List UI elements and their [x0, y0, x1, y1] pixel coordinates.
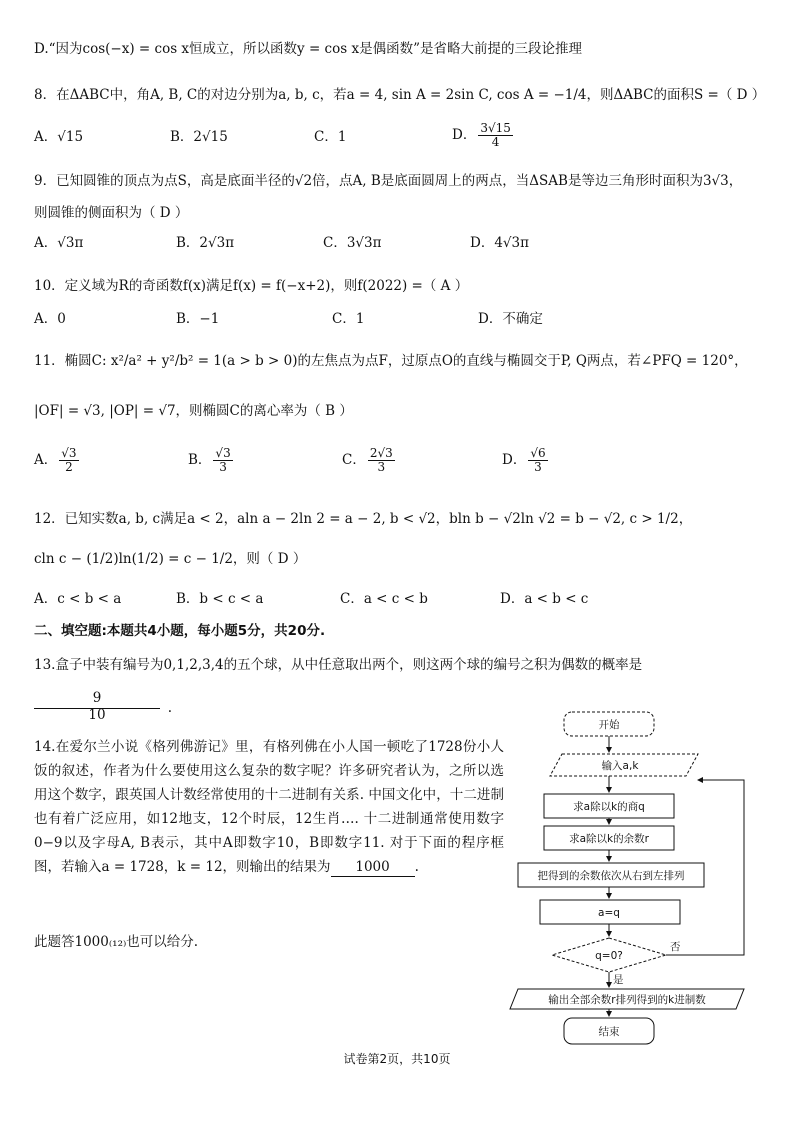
q12-stem: 12．已知实数a, b, c满足a < 2，aln a − 2ln 2 = a − 2, b < √2，bln b − √2ln √2 = b − √2, c > 1/2， [34, 511, 693, 527]
q12-option-c: C．a < c < b [340, 591, 428, 607]
q11-option-d-numerator: √6 [530, 446, 546, 460]
flowchart-quotient-label: 求a除以k的商q [573, 801, 645, 813]
q11-option-a-fraction [59, 447, 78, 474]
q14-grading-note: 此题答1000₍₁₂₎也可以给分. [34, 934, 199, 950]
q11-option-c-fraction [368, 447, 395, 474]
q12-option-d: D．a < b < c [500, 591, 589, 607]
flowchart-input-node [550, 754, 698, 776]
q13-answer-period: . [167, 700, 172, 716]
q10-option-c: C．1 [332, 311, 365, 327]
flowchart-assign-label: a=q [598, 907, 620, 919]
q8-option-d-fraction [478, 122, 513, 149]
flowchart-output-node [510, 989, 744, 1009]
q7-option-d: D.“因为cos(−x) = cos x恒成立，所以函数y = cos x是偶函数”是省略大前提的三段论推理 [34, 41, 582, 57]
flowchart-start-label: 开始 [598, 719, 620, 731]
q11-option-b-denominator: 3 [219, 460, 227, 474]
q11-option-a-denominator: 2 [65, 460, 73, 474]
q11-stem-cont: |OF| = √3, |OP| = √7，则椭圆C的离心率为（ B ） [34, 403, 353, 419]
q10-option-b: B．−1 [176, 311, 220, 327]
flowchart-end-label: 结束 [598, 1026, 620, 1038]
q9-stem-cont: 则圆锥的侧面积为（ D ） [34, 205, 189, 221]
q11-option-a-numerator: √3 [61, 446, 77, 460]
flowchart-condition-node [552, 938, 666, 972]
q10-option-a: A．0 [34, 311, 66, 327]
flowchart-condition-label: q=0? [595, 950, 623, 962]
section-2-heading: 二、填空题:本题共4小题，每小题5分，共20分. [34, 623, 326, 639]
q13-stem: 13.盒子中装有编号为0,1,2,3,4的五个球，从中任意取出两个，则这两个球的编号之积为偶数的概率是 [34, 657, 643, 673]
flowchart-input-label: 输入a,k [601, 760, 639, 772]
q9-option-a: A．√3π [34, 235, 84, 251]
q10-stem: 10．定义域为R的奇函数f(x)满足f(x) = f(−x+2)，则f(2022) =（ A ） [34, 278, 469, 294]
flowchart-remainder-node [544, 826, 674, 850]
q11-option-b [188, 447, 235, 474]
q8-option-d [452, 122, 515, 149]
q13-answer [34, 690, 172, 723]
q12-stem-cont: cln c − (1/2)ln(1/2) = c − 1/2，则（ D ） [34, 551, 307, 567]
q11-stem: 11．椭圆C: x²/a² + y²/b² = 1(a > b > 0)的左焦点为点F，过原点O的直线与椭圆交于P, Q两点，若∠PFQ = 120°， [34, 353, 748, 369]
q10-option-d: D．不确定 [478, 311, 543, 327]
q11-option-d-label: D． [502, 452, 527, 468]
q13-answer-blank-line [34, 708, 160, 709]
q8-option-d-numerator: 3√15 [480, 121, 511, 135]
q8-option-c: C．1 [314, 129, 347, 145]
q11-option-a [34, 447, 81, 474]
q11-option-c-label: C． [342, 452, 366, 468]
q9-option-c: C．3√3π [323, 235, 382, 251]
q11-option-c-numerator: 2√3 [369, 446, 393, 460]
flowchart-no-label: 否 [670, 941, 681, 953]
flowchart-start-node [564, 712, 654, 736]
q9-option-b: B．2√3π [176, 235, 235, 251]
q11-option-a-label: A． [34, 452, 58, 468]
q14-period: . [414, 859, 419, 875]
q8-option-b: B．2√15 [170, 129, 228, 145]
flowchart-yes-label: 是 [613, 974, 624, 986]
page-footer: 试卷第2页，共10页 [343, 1052, 451, 1066]
q11-option-b-label: B． [188, 452, 212, 468]
q8-option-d-denominator: 4 [491, 135, 500, 149]
flowchart-arrange-label: 把得到的余数依次从右到左排列 [537, 870, 685, 882]
q11-option-d [502, 447, 550, 474]
q9-option-d: D．4√3π [470, 235, 529, 251]
flowchart-output-label: 输出全部余数r排列得到的k进制数 [548, 994, 706, 1006]
q14-text: 14.在爱尔兰小说《格列佛游记》里，有格列佛在小人国一顿吃了1728份小人饭的叙述，作者为什么要使用这么复杂的数字呢？许多研究者认为，之所以选用这个数字，跟英国人计数经常使用的十二进制有关系. 中国文化中，十二进制也有着广泛应用，如12地支，12个时辰，12生肖…. 十二进制通常使用数字0−9以及字母A, B表示，其中A即数字10，B即数字11. 对于下面的程序框图，若输入a = 1728，k = 12，则输出的结果为 [34, 739, 504, 875]
flowchart-remainder-label: 求a除以k的余数r [569, 833, 649, 845]
q8-option-a: A．√15 [34, 129, 84, 145]
q8-stem: 8．在ΔABC中，角A, B, C的对边分别为a, b, c，若a = 4, sin A = 2sin C, cos A = −1/4，则ΔABC的面积S =（ D ） [34, 87, 766, 103]
q11-option-b-numerator: √3 [215, 446, 231, 460]
q12-option-a: A．c < b < a [34, 591, 122, 607]
q14-answer-blank: 1000 [331, 858, 415, 877]
flowchart-end-node [564, 1018, 654, 1044]
flowchart-assign-node [540, 900, 680, 924]
q11-option-b-fraction [213, 447, 232, 474]
q11-option-d-denominator: 3 [534, 460, 542, 474]
q8-option-d-label: D． [452, 127, 477, 143]
q11-option-c [342, 447, 397, 474]
q11-option-c-denominator: 3 [377, 460, 386, 474]
program-flowchart [500, 700, 770, 1050]
q11-option-d-fraction [528, 447, 547, 474]
q12-option-b: B．b < c < a [176, 591, 264, 607]
q9-stem: 9．已知圆锥的顶点为点S，高是底面半径的√2倍，点A, B是底面圆周上的两点，当ΔSAB是等边三角形时面积为3√3， [34, 173, 743, 189]
flowchart-quotient-node [544, 794, 674, 818]
flowchart-arrange-node [518, 863, 704, 887]
q13-answer-numerator: 9 [92, 690, 102, 706]
q13-answer-denominator: 10 [88, 707, 106, 723]
q14-paragraph [34, 735, 504, 879]
